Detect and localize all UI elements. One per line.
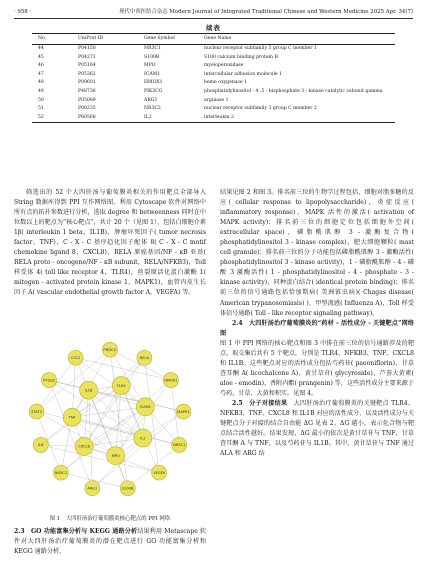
network-node-label: PTGS2 <box>43 378 55 383</box>
column-header-symbol: Gene Symbol <box>144 34 204 45</box>
cell-no: 47 <box>38 71 44 77</box>
cell-symbol: ICAM1 <box>144 71 161 77</box>
cell-no: 49 <box>38 88 44 94</box>
network-node-label: CXCL8 <box>78 444 90 449</box>
cell-uniprot: P08235 <box>78 106 96 112</box>
network-node-label: MPO <box>111 454 120 459</box>
cell-uniprot: P05362 <box>78 71 96 77</box>
network-node-label: RELA <box>139 356 150 361</box>
column-header-gene-name: Gene Name <box>204 34 395 45</box>
section-2-4-title: 2.4 大四肝汤治疗葡萄膜炎的“药材 - 活性成分 - 关键靶点”网络图 <box>220 319 414 337</box>
figure-caption: 图 1 大四肝汤治疗葡萄膜炎核心靶点的 PPI 网络 <box>49 516 171 522</box>
cell-uniprot: P48736 <box>78 88 96 94</box>
network-node-label: NR3C1 <box>173 443 186 448</box>
table-row <box>32 114 395 123</box>
cell-symbol: NR3C2 <box>144 106 161 112</box>
cell-symbol: IL2 <box>144 114 204 123</box>
cell-no: 52 <box>32 114 78 123</box>
network-node-label: PIK3CG <box>103 348 117 352</box>
ppi-network-figure <box>20 332 200 512</box>
section-2-4-text: 图 1 中 PPI 网络的核心靶点和图 3 中排在前三位的信号通路涉及的靶点，取交集后共有 5 个靶点，分别是 TLR4、NFKB3、TNF、CXCL8 和 IL1B。这些靶点对应的活性成分包括芍药苷( paeoniflorin)、甘草查耳酮 A( licochalcone A)、黄甘草苷( glycyroside)、芦荟大黄素( aloe - emodin)、香附内酯( prangenin) 等，这些活性成分主要来源于芍药、甘草、大黄和枳实。见图 4。 <box>220 339 414 397</box>
cell-no: 48 <box>38 80 44 86</box>
cell-uniprot: P04150 <box>78 46 96 51</box>
left-column-lower <box>14 527 206 557</box>
ppi-paragraph: 筛选出的 52 个大四肝汤与葡萄膜炎相关的作用靶点全部导入 String 数据库得到 PPI 互作网络图。利用 Cytoscape 软件对网络中所有点的拓扑参数进行分析，选取 degree 和 betweenness 同时在中位数以上的靶点为“核心靶点”，共计 20 个（见图 1），包括白细胞介素 1β( interleukin 1 beta，IL1B)，肿瘤坏死因子( tumor necrosis factor，TNF)，C - X - C 基序趋化因子配体 8( C - X - C motif chemokine ligand 8，CXCL8)，RELA 原癌基因/NF - κB 亚基( RELA proto - oncogene/NF - κB subunit，RELA/NFKB3)，Toll 样受体 4( toll like receptor 4，TLR4)，丝裂原活化蛋白激酶 1( mitogen - activated protein kinase 1，MAPK1)，血管内皮生长因子 A( vascular endothelial growth factor A，VEGFA) 等。 <box>14 189 206 297</box>
left-column-upper <box>14 188 206 299</box>
network-node-label: TNF <box>68 415 76 420</box>
table-row <box>32 71 395 80</box>
cell-gene-name: phosphatidylinositol - 4 ,5 - bisphosphate 3 - kinase catalytic subunit gamma <box>204 88 383 94</box>
cell-gene-name: nuclear receptor subfamily 3 group C member 2 <box>204 106 317 112</box>
network-node-label: VEGFA <box>153 470 165 475</box>
section-2-3-title: 2.3 GO 功能富集分析与 KEGG 通路分析 <box>14 528 138 535</box>
network-node-label: TLR4 <box>116 383 126 388</box>
table-header-row <box>32 34 395 45</box>
table-body <box>32 45 395 123</box>
cell-no: 46 <box>38 63 44 69</box>
cell-symbol: NR3C1 <box>144 46 161 51</box>
column-header-uniprot: UniProt ID <box>78 34 144 45</box>
network-node-label: CCL2 <box>70 356 81 361</box>
journal-title: 现代中西医结合杂志 Modern Journal of Integrated Traditional Chinese and Western Medicine 2025 Apr. 34(7) <box>119 9 413 15</box>
network-node-label: MAPK1 <box>177 409 190 414</box>
cell-gene-name: S100 calcium binding protein B <box>204 54 278 60</box>
section-2-5-title: 2.5 分子对接结果 <box>232 399 288 407</box>
column-header-no: No. <box>32 34 78 45</box>
gene-table <box>32 33 395 123</box>
cell-symbol: HMOX1 <box>144 80 163 86</box>
cell-symbol: PIK3CG <box>144 88 163 94</box>
table-row <box>32 62 395 71</box>
table-row <box>32 79 395 88</box>
cell-uniprot: P04271 <box>78 54 96 60</box>
network-node-label: ARG1 <box>87 486 98 491</box>
ppi-network-graph <box>20 332 200 512</box>
section-2-3-text: 结果利用 Metascape 软件对大四肝汤治疗葡萄膜炎的潜在靶点进行 GO 功能富集分析和 KEGG 通路分析， <box>14 528 206 556</box>
network-node-label: S100B <box>121 486 134 491</box>
cell-gene-name: myeloperoxidase <box>204 63 244 69</box>
cell-no: 44 <box>38 46 44 51</box>
table-row <box>32 54 395 63</box>
cell-uniprot: P05089 <box>78 97 96 103</box>
cell-uniprot: P05164 <box>78 63 96 69</box>
cell-uniprot: P09601 <box>78 80 96 86</box>
cell-uniprot: P60568 <box>78 114 144 123</box>
cell-gene-name: interleukin 2 <box>204 114 395 123</box>
network-node-label: NR3C2 <box>54 470 68 475</box>
section-2-5-text: 大四肝汤治疗葡萄膜炎的关键靶点 TLR4、NFKB3、TNF、CXCL8 和 IL1B 对应的活性成分，以及活性成分与关键靶点分子对接的结合自由能 ΔG 见表 2。ΔG 越小，表示化合物与靶点结合活性越好。结果发现，ΔG 最小的依次是黄甘草苷与 TNF，甘草查耳酮 A 与 TNF，以及芍药苷与 IL1B。其中，黄甘草苷与 TNF 通过 ALA 和 ARG 结 <box>220 399 415 458</box>
right-column <box>220 188 414 459</box>
enrichment-paragraph: 结果见图 2 和图 3。排名前三位的生物学过程包括，细胞对脂多糖的反应( cellular response to lipopolysaccharide)，炎症反应( inflammatory response)，MAPK 活性的激活( activation of MAPK activity)；排名前三位的细胞定位包括细胞外空间( extracellular space)，磷脂酰肌醇 3 - 激酶复合物( phosphatidylinositol 3 - kinase complex)，肥大细胞颗粒( mast cell granule)；排名前三位的分子功能包括磷脂酰肌醇 3 - 激酶活性( phosphatidylinositol 3 - kinase activity)，1 - 磷脂酰肌醇 - 4 - 磷酸 3 激酶活性( 1 - phosphatidylinositol - 4 - phosphate - 3 - kinase activity)，同种蛋白结合( identical protein binding)；排名前三位的信号通路包括恰加斯病( 美洲锥虫病)( Chagas disease( American trypanosomiasis) )，甲型流感( Influenza A)，Toll 样受体信号通路( Toll - like receptor signaling pathway)。 <box>220 189 414 317</box>
network-node-label: HMOX1 <box>164 378 178 383</box>
network-node-label: IL6 <box>38 443 44 448</box>
cell-gene-name: intercellular adhesion molecule 1 <box>204 71 283 77</box>
cell-symbol: ARG1 <box>144 97 158 103</box>
page-number: · 958 · <box>14 9 32 15</box>
table-row <box>32 88 395 97</box>
network-node-label: ICAM1 <box>139 405 152 410</box>
cell-gene-name: arginase 1 <box>204 97 229 103</box>
table-caption: 续表 <box>206 24 221 32</box>
table-row <box>32 45 395 54</box>
network-node-label: IL1B <box>84 388 93 393</box>
table-row <box>32 97 395 106</box>
network-node-label: IL2 <box>140 436 146 441</box>
cell-gene-name: nuclear receptor subfamily 3 group C member 1 <box>204 46 317 51</box>
table-row <box>32 105 395 114</box>
cell-symbol: S100B <box>144 54 160 60</box>
network-node-label: STAT3 <box>31 409 42 414</box>
cell-no: 51 <box>38 106 44 112</box>
cell-symbol: MPO <box>144 63 156 69</box>
cell-no: 45 <box>38 54 44 60</box>
running-header <box>14 8 413 19</box>
cell-no: 50 <box>38 97 44 103</box>
cell-gene-name: heme oxygenase 1 <box>204 80 247 86</box>
